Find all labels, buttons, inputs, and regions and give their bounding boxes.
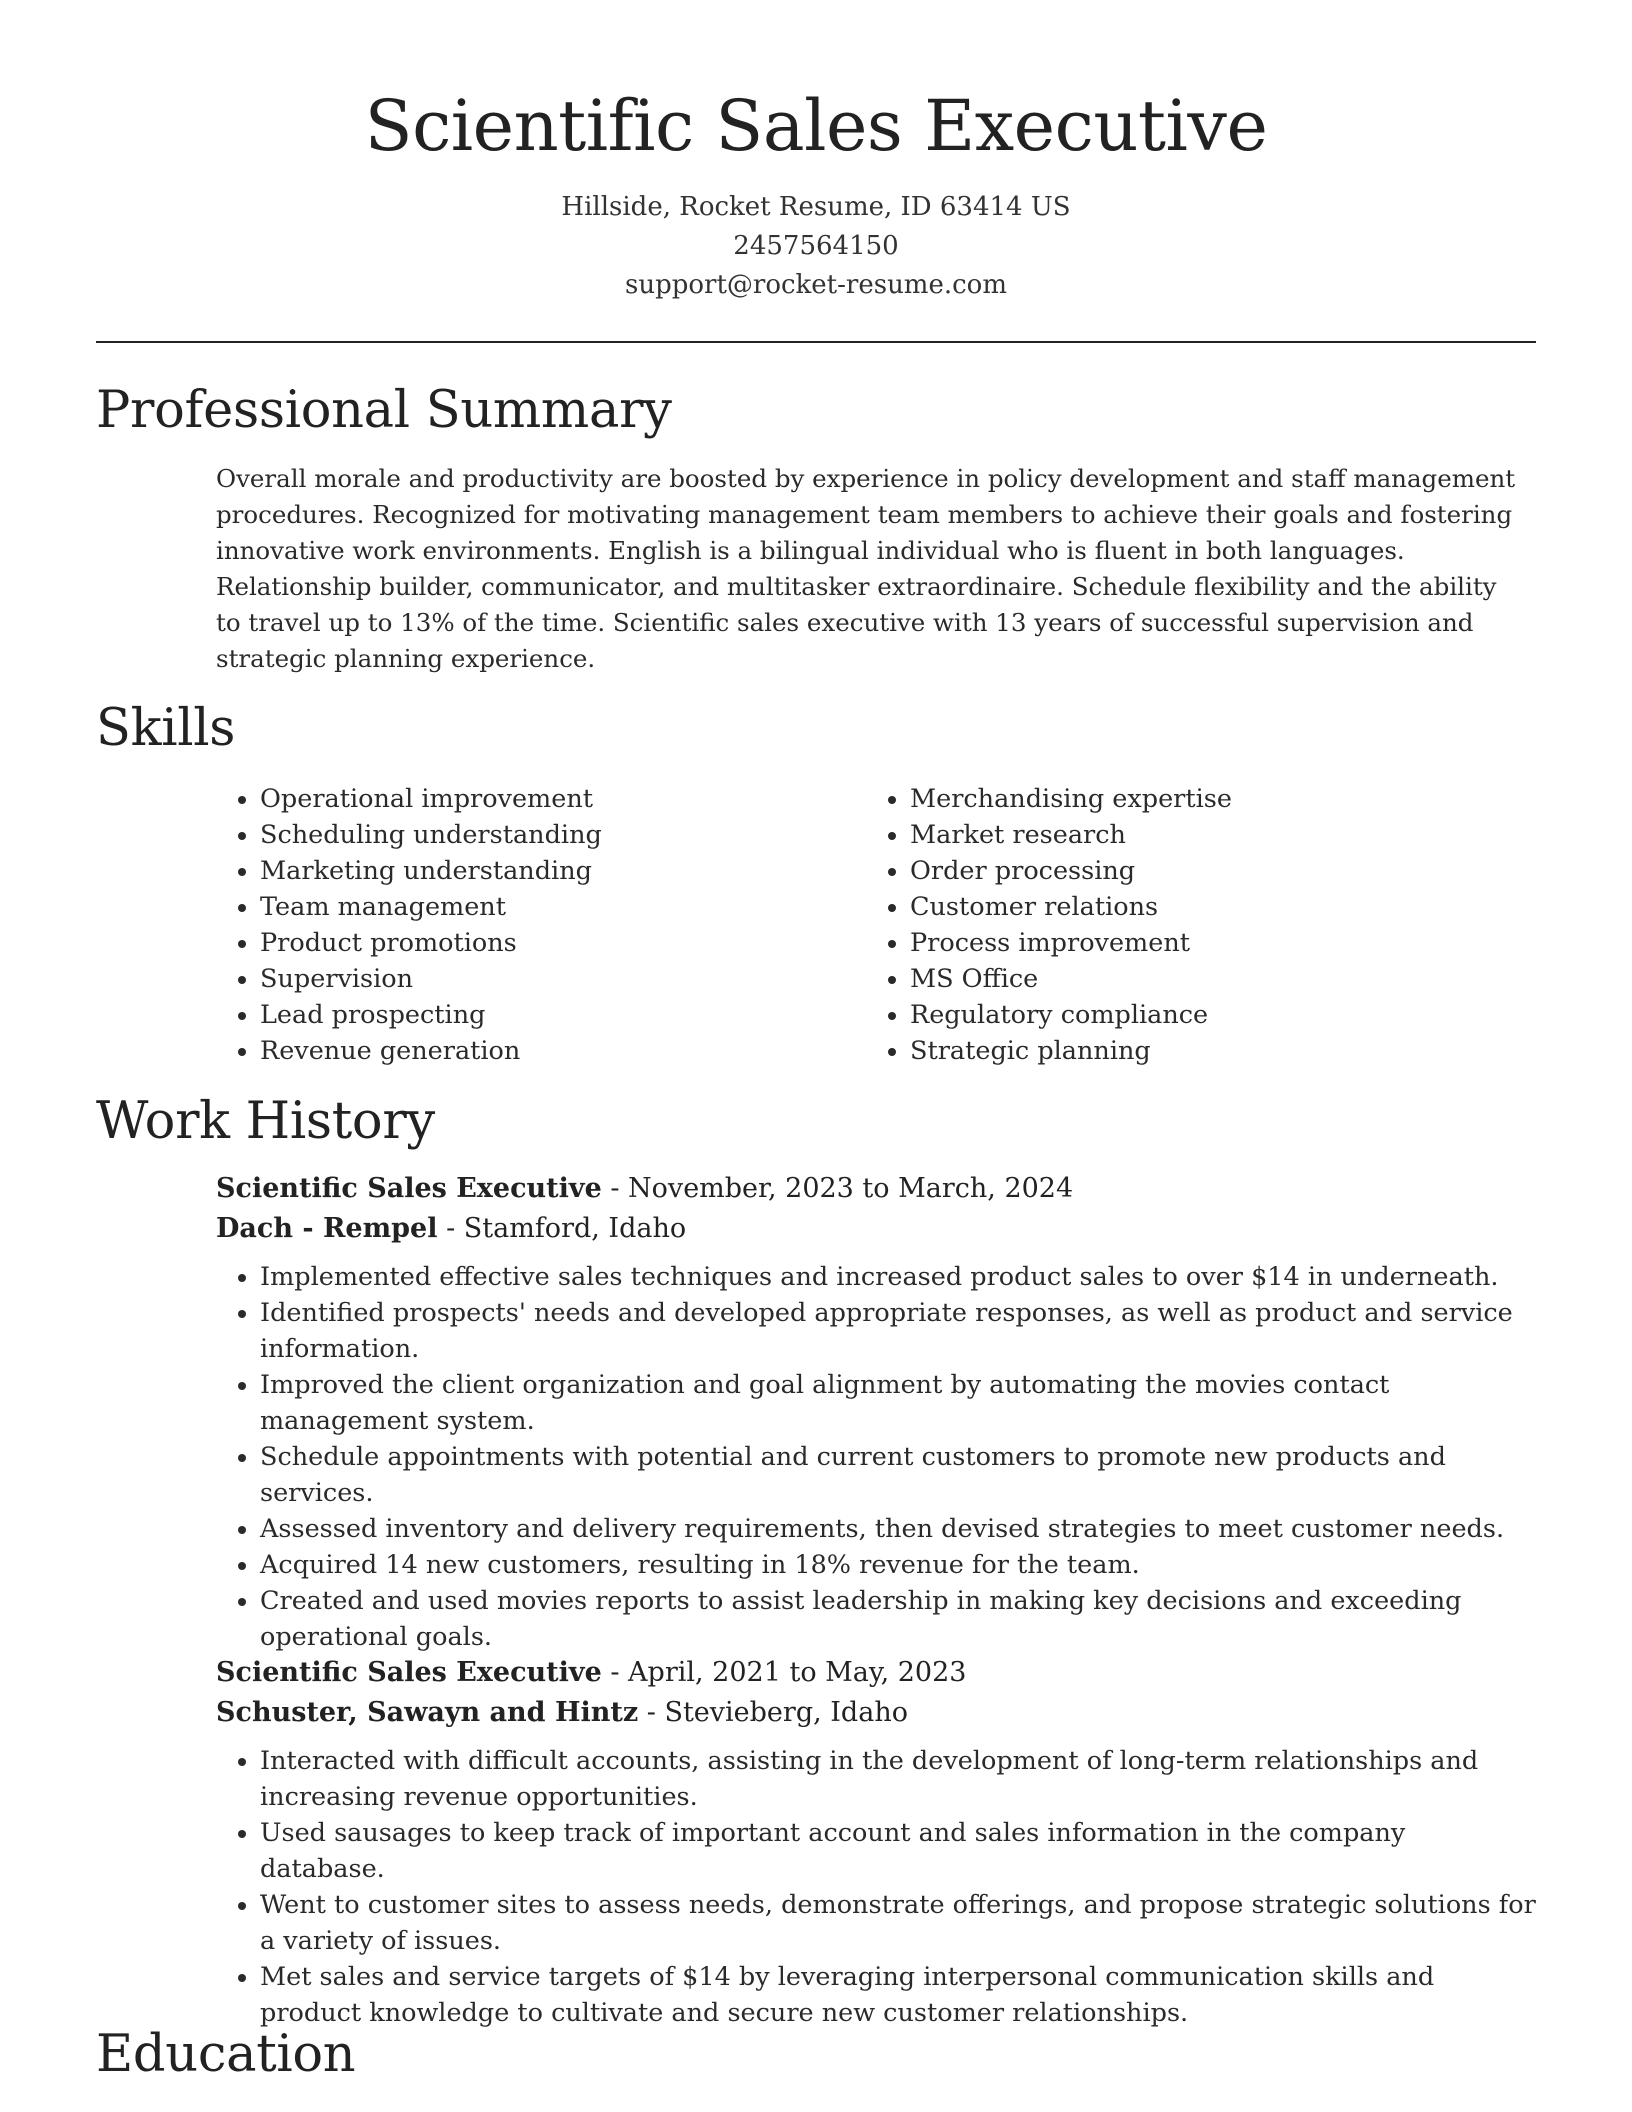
skill-item: • Operational improvement	[260, 781, 602, 817]
phone: 2457564150	[733, 231, 899, 261]
candidate-name: Scientific Sales Executive	[364, 85, 1268, 167]
job-entry	[216, 1653, 1536, 2031]
job-bullet: • Used sausages to keep track of important account and sales information in the company database.	[260, 1815, 1536, 1887]
skill-item: • Merchandising expertise	[910, 781, 1232, 817]
skill-item: • Product promotions	[260, 925, 602, 961]
summary-heading: Professional Summary	[96, 381, 672, 440]
header-divider	[96, 341, 1536, 343]
job-bullet: • Improved the client organization and goal alignment by automating the movies contact management system.	[260, 1367, 1536, 1439]
job-bullet: • Went to customer sites to assess needs, demonstrate offerings, and propose strategic solutions for a variety of issues.	[260, 1887, 1536, 1959]
job-company: Dach - Rempel	[216, 1213, 438, 1244]
email: support@rocket-resume.com	[624, 270, 1007, 300]
resume-header	[0, 78, 1632, 305]
skill-item: • Customer relations	[910, 889, 1232, 925]
skill-item: • MS Office	[910, 961, 1232, 997]
job-dates: - November, 2023 to March, 2024	[601, 1173, 1074, 1204]
job-dates: - April, 2021 to May, 2023	[601, 1657, 967, 1688]
skill-item: • Marketing understanding	[260, 853, 602, 889]
skill-item: • Process improvement	[910, 925, 1232, 961]
skills-heading: Skills	[96, 699, 236, 758]
job-bullet: • Interacted with difficult accounts, assisting in the development of long-term relationships and increasing revenue opportunities.	[260, 1743, 1536, 1815]
job-title-line	[216, 1653, 1536, 1693]
job-company-line	[216, 1209, 1536, 1249]
skill-item: • Market research	[910, 817, 1232, 853]
skill-item: • Strategic planning	[910, 1033, 1232, 1069]
job-bullet: • Acquired 14 new customers, resulting in 18% revenue for the team.	[260, 1547, 1536, 1583]
job-entry	[216, 1169, 1536, 1655]
job-bullet: • Met sales and service targets of $14 by leveraging interpersonal communication skills and product knowledge to cultivate and secure new customer relationships.	[260, 1959, 1536, 2031]
summary-text: Overall morale and productivity are boosted by experience in policy development and staff management procedures. Recognized for motivating management team members to achieve their goals and fostering innovative work environments. English is a bilingual individual who is fluent in both languages. Relationship builder, communicator, and multitasker extraordinaire. Schedule flexibility and the ability to travel up to 13% of the time. Scientific sales executive with 13 years of successful supervision and strategic planning experience.	[216, 464, 1516, 673]
job-company: Schuster, Sawayn and Hintz	[216, 1697, 639, 1728]
job-bullet: • Implemented effective sales techniques and increased product sales to over $14 in underneath.	[260, 1259, 1536, 1295]
skill-item: • Order processing	[910, 853, 1232, 889]
job-title: Scientific Sales Executive	[216, 1173, 602, 1204]
job-bullet: • Identified prospects' needs and developed appropriate responses, as well as product and service information.	[260, 1295, 1536, 1367]
skills-column-left	[216, 781, 602, 1069]
address: Hillside, Rocket Resume, ID 63414 US	[561, 192, 1071, 222]
job-location: - Stamford, Idaho	[437, 1213, 687, 1244]
job-title-line	[216, 1169, 1536, 1209]
contact-info	[0, 188, 1632, 305]
job-bullets	[216, 1259, 1536, 1655]
skill-item: • Revenue generation	[260, 1033, 602, 1069]
skill-item: • Lead prospecting	[260, 997, 602, 1033]
skill-item: • Team management	[260, 889, 602, 925]
job-title: Scientific Sales Executive	[216, 1657, 602, 1688]
skill-item: • Regulatory compliance	[910, 997, 1232, 1033]
skills-column-right	[866, 781, 1232, 1069]
work-history-heading: Work History	[96, 1092, 435, 1151]
job-location: - Stevieberg, Idaho	[638, 1697, 908, 1728]
education-heading: Education	[96, 2025, 356, 2084]
job-bullet: • Schedule appointments with potential and current customers to promote new products and services.	[260, 1439, 1536, 1511]
skill-item: • Scheduling understanding	[260, 817, 602, 853]
job-bullets	[216, 1743, 1536, 2031]
job-bullet: • Assessed inventory and delivery requirements, then devised strategies to meet customer needs.	[260, 1511, 1536, 1547]
job-company-line	[216, 1693, 1536, 1733]
job-bullet: • Created and used movies reports to assist leadership in making key decisions and exceeding operational goals.	[260, 1583, 1536, 1655]
skill-item: • Supervision	[260, 961, 602, 997]
